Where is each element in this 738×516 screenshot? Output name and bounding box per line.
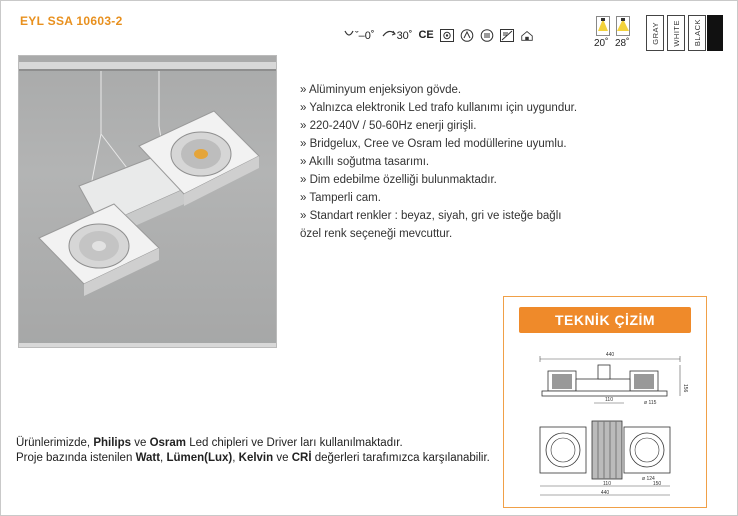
feature-item: » Yalnızca elektronik Led trafo kullanımı için uygundur. bbox=[300, 102, 578, 114]
beam-28-icon bbox=[616, 16, 630, 36]
color-black-swatch: BLACK bbox=[688, 15, 706, 51]
feature-item: » 220-240V / 50-60Hz enerji girişli. bbox=[300, 120, 477, 132]
house-install-icon bbox=[520, 29, 534, 42]
dim-bottom-total: 440 bbox=[600, 490, 610, 496]
product-note bbox=[16, 436, 506, 466]
black-color-block bbox=[707, 15, 723, 51]
dim-height: 156 bbox=[682, 384, 688, 393]
feature-item: özel renk seçeneği mevcuttur. bbox=[300, 228, 453, 240]
note-line-2: Proje bazında istenilen Watt, Lümen(Lux), Kelvin ve CRİ değerleri tarafımızca karşılanabilir. bbox=[16, 452, 490, 464]
no-cover-icon bbox=[500, 29, 514, 42]
dim-diameter-bottom: ø 124 bbox=[642, 476, 655, 482]
safety-triangle-icon bbox=[460, 29, 474, 42]
product-photo bbox=[18, 55, 277, 348]
color-white-swatch: WHITE bbox=[667, 15, 685, 51]
feature-item: » Bridgelux, Cree ve Osram led modüllerine uyumlu. bbox=[300, 138, 567, 150]
note-line-1: Ürünlerimizde, Philips ve Osram Led chipleri ve Driver ları kullanılmaktadır. bbox=[16, 437, 403, 449]
feature-item: » Akıllı soğutma tasarımı. bbox=[300, 156, 430, 168]
feature-item: » Tamperli cam. bbox=[300, 192, 381, 204]
dim-center-width: 110 bbox=[605, 397, 613, 403]
dim-top-width: 440 bbox=[605, 352, 615, 358]
feature-list bbox=[300, 81, 620, 243]
beam-20-icon bbox=[596, 16, 610, 36]
tilt-angle-icon: ˇ–0˚ bbox=[343, 29, 375, 42]
feature-item: » Standart renkler : beyaz, siyah, gri ve isteğe bağlı bbox=[300, 210, 562, 222]
technical-drawing-panel bbox=[503, 296, 707, 508]
class-one-icon bbox=[440, 29, 454, 42]
dim-bottom-right: 150 bbox=[652, 481, 662, 487]
product-code: EYL SSA 10603-2 bbox=[20, 14, 123, 28]
ce-mark-icon: CE bbox=[418, 29, 434, 41]
color-gray-swatch: GRAY bbox=[646, 15, 664, 51]
feature-icons bbox=[343, 25, 534, 45]
dim-diameter-top: ø 115 bbox=[644, 400, 657, 406]
feature-item: » Dim edebilme özelliği bulunmaktadır. bbox=[300, 174, 497, 186]
ip-rating-icon bbox=[480, 29, 494, 42]
technical-drawing-header: TEKNİK ÇİZİM bbox=[519, 307, 691, 333]
technical-drawing bbox=[512, 349, 700, 504]
beam-20-label: 20˚ bbox=[594, 38, 609, 49]
dim-bottom-left: 110 bbox=[603, 481, 611, 487]
beam-28-label: 28˚ bbox=[615, 38, 630, 49]
rotate-angle-icon: 30˚ bbox=[381, 29, 413, 42]
feature-item: » Alüminyum enjeksiyon gövde. bbox=[300, 84, 462, 96]
